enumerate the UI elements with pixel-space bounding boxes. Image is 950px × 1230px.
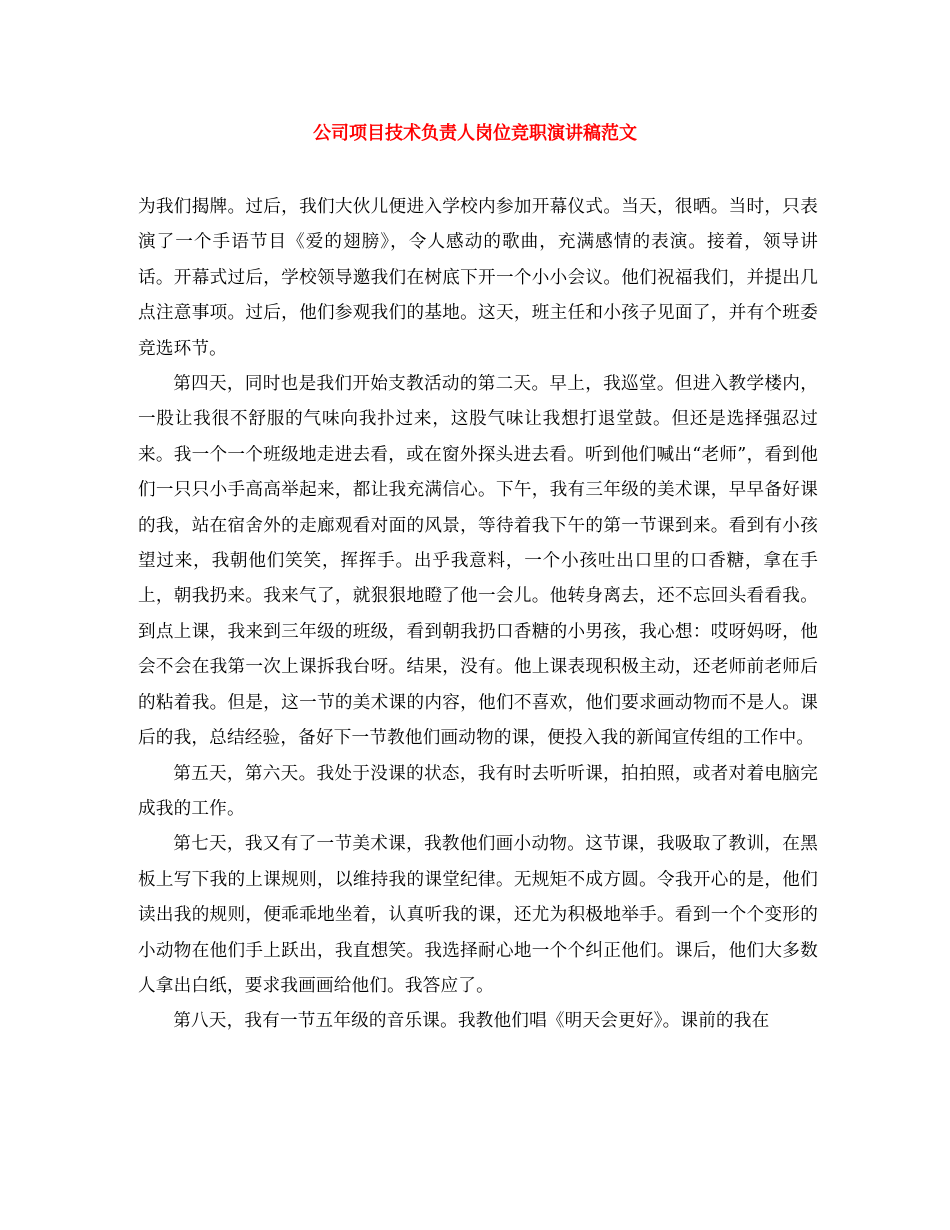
paragraph-4: 第七天，我又有了一节美术课，我教他们画小动物。这节课，我吸取了教训，在黑板上写下我的上课规则，以维持我的课堂纪律。无规矩不成方圆。令我开心的是，他们读出我的规则，便乖乖地坐着，认真听我的课，还尤为积极地举手。看到一个个变形的小动物在他们手上跃出，我直想笑。我选择耐心地一个个纠正他们。课后，他们大多数人拿出白纸，要求我画画给他们。我答应了。	[138, 834, 818, 996]
document-body	[138, 190, 818, 1040]
paragraph-5: 第八天，我有一节五年级的音乐课。我教他们唱《明天会更好》。课前的我在	[173, 1011, 770, 1032]
paragraph-3: 第五天，第六天。我处于没课的状态，我有时去听听课，拍拍照，或者对着电脑完成我的工作。	[138, 763, 818, 819]
paragraph-2: 第四天，同时也是我们开始支教活动的第二天。早上，我巡堂。但进入教学楼内，一股让我很不舒服的气味向我扑过来，这股气味让我想打退堂鼓。但还是选择强忍过来。我一个一个班级地走进去看，或在窗外探头进去看。听到他们喊出“老师”，看到他们一只只小手高高举起来，都让我充满信心。下午，我有三年级的美术课，早早备好课的我，站在宿舍外的走廊观看对面的风景，等待着我下午的第一节课到来。看到有小孩望过来，我朝他们笑笑，挥挥手。出乎我意料，一个小孩吐出口里的口香糖，拿在手上，朝我扔来。我来气了，就狠狠地瞪了他一会儿。他转身离去，还不忘回头看看我。到点上课，我来到三年级的班级，看到朝我扔口香糖的小男孩，我心想：哎呀妈呀，他会不会在我第一次上课拆我台呀。结果，没有。他上课表现积极主动，还老师前老师后的粘着我。但是，这一节的美术课的内容，他们不喜欢，他们要求画动物而不是人。课后的我，总结经验，备好下一节教他们画动物的课，便投入我的新闻宣传组的工作中。	[138, 374, 818, 749]
paragraph-1: 为我们揭牌。过后，我们大伙儿便进入学校内参加开幕仪式。当天，很晒。当时，只表演了一个手语节目《爱的翅膀》，令人感动的歌曲，充满感情的表演。接着，领导讲话。开幕式过后，学校领导邀我们在树底下开一个小小会议。他们祝福我们，并提出几点注意事项。过后，他们参观我们的基地。这天，班主任和小孩子见面了，并有个班委竞选环节。	[138, 197, 818, 359]
document-title: 公司项目技术负责人岗位竞职演讲稿范文	[313, 123, 637, 144]
